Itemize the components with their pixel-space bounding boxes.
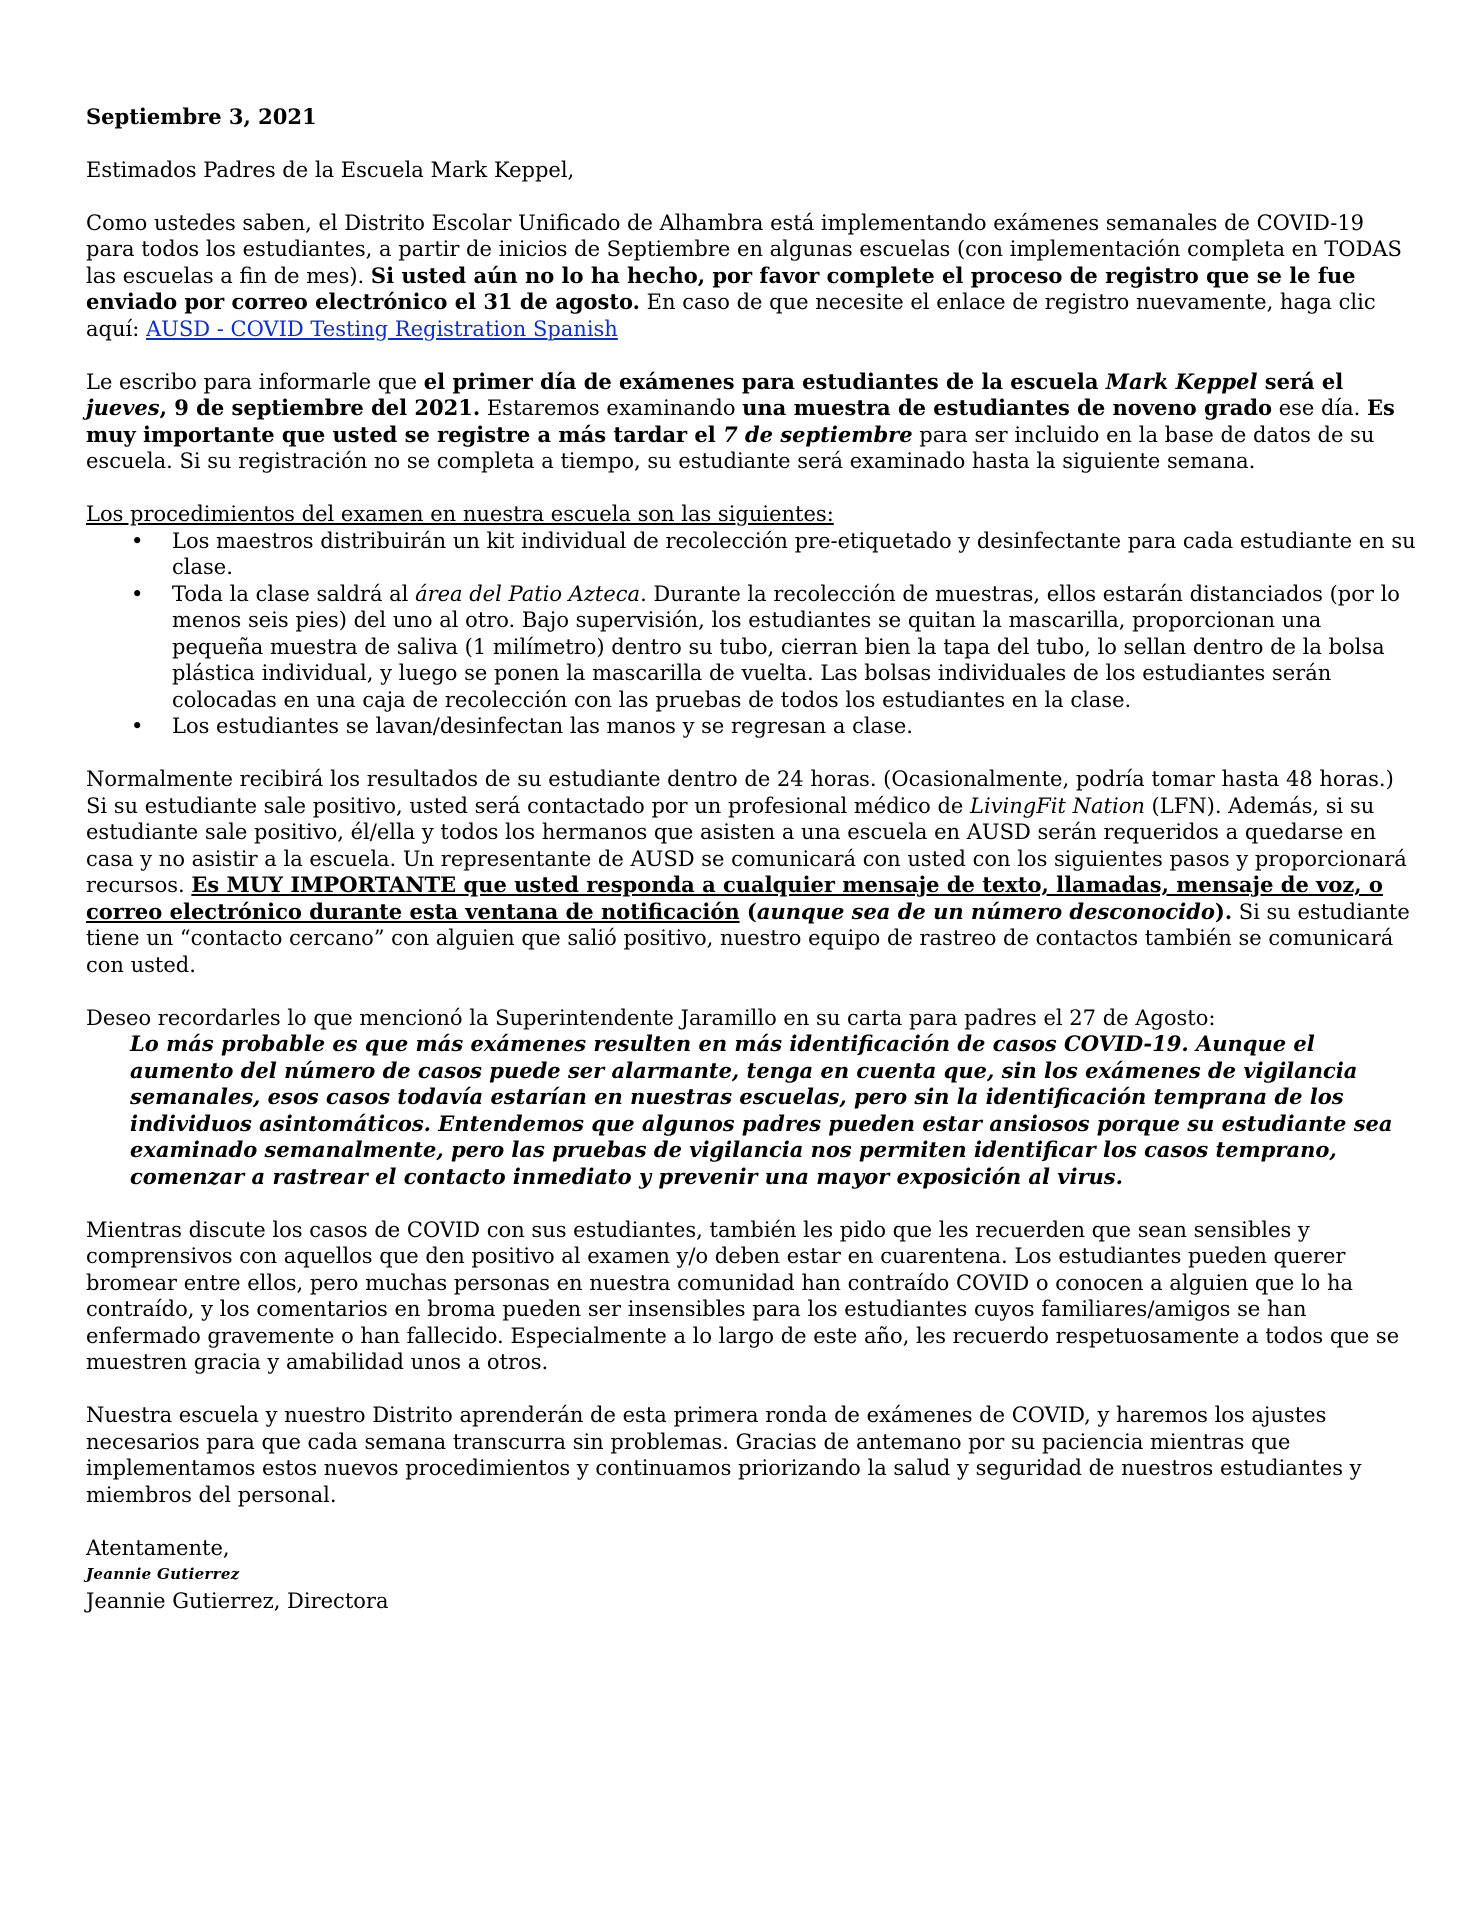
bullet-icon: • bbox=[131, 528, 144, 553]
text-bold: ). bbox=[1214, 898, 1233, 924]
paragraph-closing: Nuestra escuela y nuestro Distrito aprenderán de esta primera ronda de exámenes de COVID, y haremos los ajustes necesarios para que cada semana transcurra sin problemas. Gracias de antemano por su paciencia mientras que implementamos estos nuevos procedimientos y continuamos priorizando la salud y seguridad de nuestros estudiantes y miembros del personal. bbox=[86, 1403, 1362, 1507]
list-item-text: Los estudiantes se lavan/desinfectan las manos y se regresan a clase. bbox=[172, 714, 913, 738]
list-item bbox=[131, 528, 1416, 581]
location-name: área del Patio Azteca bbox=[415, 581, 641, 606]
important-notice: Es MUY IMPORTANTE que usted responda a cualquier mensaje de texto, llamadas, mensaje de voz, o correo electrónico durante esta ventana de notificación bbox=[86, 872, 1383, 924]
text: En caso de que necesite el enlace de registro nuevamente, haga clic aquí: bbox=[86, 290, 1376, 341]
text-bold: el primer día de exámenes para estudiantes de la escuela bbox=[423, 368, 1106, 394]
superintendent-intro: Deseo recordarles lo que mencionó la Superintendente Jaramillo en su carta para padres el 27 de Agosto: bbox=[86, 1005, 1216, 1030]
signer-name: Jeannie Gutierrez, Directora bbox=[86, 1588, 389, 1613]
test-weekday: jueves bbox=[86, 395, 160, 420]
letter-page bbox=[86, 104, 1416, 1614]
text: Normalmente recibirá los resultados de su estudiante dentro de 24 horas. (Ocasionalmente, podría tomar hasta 48 horas.) Si su estudiante sale positivo, usted será contactado por un profesional médico de bbox=[86, 767, 1394, 818]
test-date: , 9 de septiembre del 2021. bbox=[159, 395, 481, 420]
registration-reminder: Si usted aún no lo ha hecho, por favor complete el proceso de registro que se le fue enviado por correo electrónico el 31 de agosto. bbox=[86, 262, 1356, 314]
text-bold-italic: aunque sea de un número desconocido bbox=[756, 898, 1215, 924]
text: ese día. bbox=[1272, 396, 1368, 420]
superintendent-quote: Lo más probable es que más exámenes resulten en más identificación de casos COVID-19. Aunque el aumento del número de casos puede ser alarmante, tenga en cuenta que, sin los exámenes de vigilancia semanales, esos casos todavía estarían en nuestras escuelas, pero sin la identificación temprana de los individuos asintomáticos. Entendemos que algunos padres pueden estar ansiosos porque su estudiante sea examinado semanalmente, pero las pruebas de vigilancia nos permiten identificar los casos temprano, comenzar a rastrear el contacto inmediato y prevenir una mayor exposición al virus. bbox=[130, 1031, 1393, 1189]
paragraph-sensitivity: Mientras discute los casos de COVID con sus estudiantes, también les pido que les recuerden que sean sensibles y comprensivos con aquellos que den positivo al examen y/o deben estar en cuarentena. Los estudiantes pueden querer bromear entre ellos, pero muchas personas en nuestra comunidad han contraído COVID o conocen a alguien que lo ha contraído, y los comentarios en broma pueden ser insensibles para los estudiantes cuyos familiares/amigos se han enfermado gravemente o han fallecido. Especialmente a lo largo de este año, les recuerdo respetuosamente a todos que se muestren gracia y amabilidad unos a otros. bbox=[86, 1217, 1400, 1374]
list-item-text: Los maestros distribuirán un kit individual de recolección pre-etiquetado y desinfectante para cada estudiante en su clase. bbox=[172, 528, 1416, 579]
text-bold: ( bbox=[739, 898, 757, 924]
greeting: Estimados Padres de la Escuela Mark Keppel, bbox=[86, 157, 575, 182]
list-item bbox=[131, 713, 1416, 740]
text: Le escribo para informarle que bbox=[86, 369, 424, 394]
text: Como ustedes saben, el Distrito Escolar Unificado de Alhambra está implementando exámenes semanales de COVID-19 para todos los estudiantes, a partir de inicios de Septiembre en algunas escuelas (con implementación completa en TODAS las escuelas a fin de mes). bbox=[86, 210, 1402, 288]
text: para ser incluido en la base de datos de su escuela. Si su registración no se completa a tiempo, su estudiante será examinado hasta la siguiente semana. bbox=[86, 422, 1375, 473]
text: (LFN). Además, si su estudiante sale positivo, él/ella y todos los hermanos que asisten a una escuela en AUSD serán requeridos a quedarse en casa y no asistir a la escuela. Un representante de AUSD se comunicará con usted con los siguientes pasos y proporcionará recursos. bbox=[86, 793, 1407, 897]
closing: Atentamente, bbox=[86, 1535, 230, 1560]
registration-deadline: 7 de septiembre bbox=[723, 421, 913, 447]
list-item-text: Toda la clase saldrá al bbox=[172, 581, 416, 606]
paragraph-first-day bbox=[86, 369, 1416, 475]
text: Estaremos examinando bbox=[480, 396, 743, 420]
registration-link[interactable]: AUSD - COVID Testing Registration Spanish bbox=[145, 316, 618, 341]
text: Si su estudiante tiene un “contacto cercano” con alguien que salió positivo, nuestro equipo de rastreo de contactos también se comunicará con usted. bbox=[86, 899, 1410, 977]
bullet-icon: • bbox=[131, 581, 144, 606]
school-name: Mark Keppel bbox=[1105, 368, 1258, 394]
procedures-list bbox=[86, 528, 1416, 740]
paragraph-results bbox=[86, 766, 1416, 978]
text-bold: Es muy importante que usted se registre a más tardar el bbox=[86, 395, 1395, 447]
text-bold: será el bbox=[1257, 368, 1344, 394]
text-bold: una muestra de estudiantes de noveno grado bbox=[742, 395, 1273, 420]
list-item-text: . Durante la recolección de muestras, ellos estarán distanciados (por lo menos seis pies) del uno al otro. Bajo supervisión, los estudiantes se quitan la mascarilla, proporcionan una pequeña muestra de saliva (1 milímetro) dentro su tubo, cierran bien la tapa del tubo, lo sellan dentro de la bolsa plástica individual, y luego se ponen la mascarilla de vuelta. Las bolsas individuales de los estudiantes serán colocadas en una caja de recolección con las pruebas de todos los estudiantes en la clase. bbox=[172, 581, 1400, 712]
list-item bbox=[131, 581, 1416, 714]
paragraph-registration bbox=[86, 210, 1416, 343]
signature: Jeannie Gutierrez bbox=[86, 1565, 240, 1583]
letter-date: Septiembre 3, 2021 bbox=[86, 104, 317, 129]
provider-name: LivingFit Nation bbox=[970, 793, 1145, 818]
bullet-icon: • bbox=[131, 714, 144, 738]
procedures-heading: Los procedimientos del examen en nuestra escuela son las siguientes: bbox=[86, 502, 834, 526]
